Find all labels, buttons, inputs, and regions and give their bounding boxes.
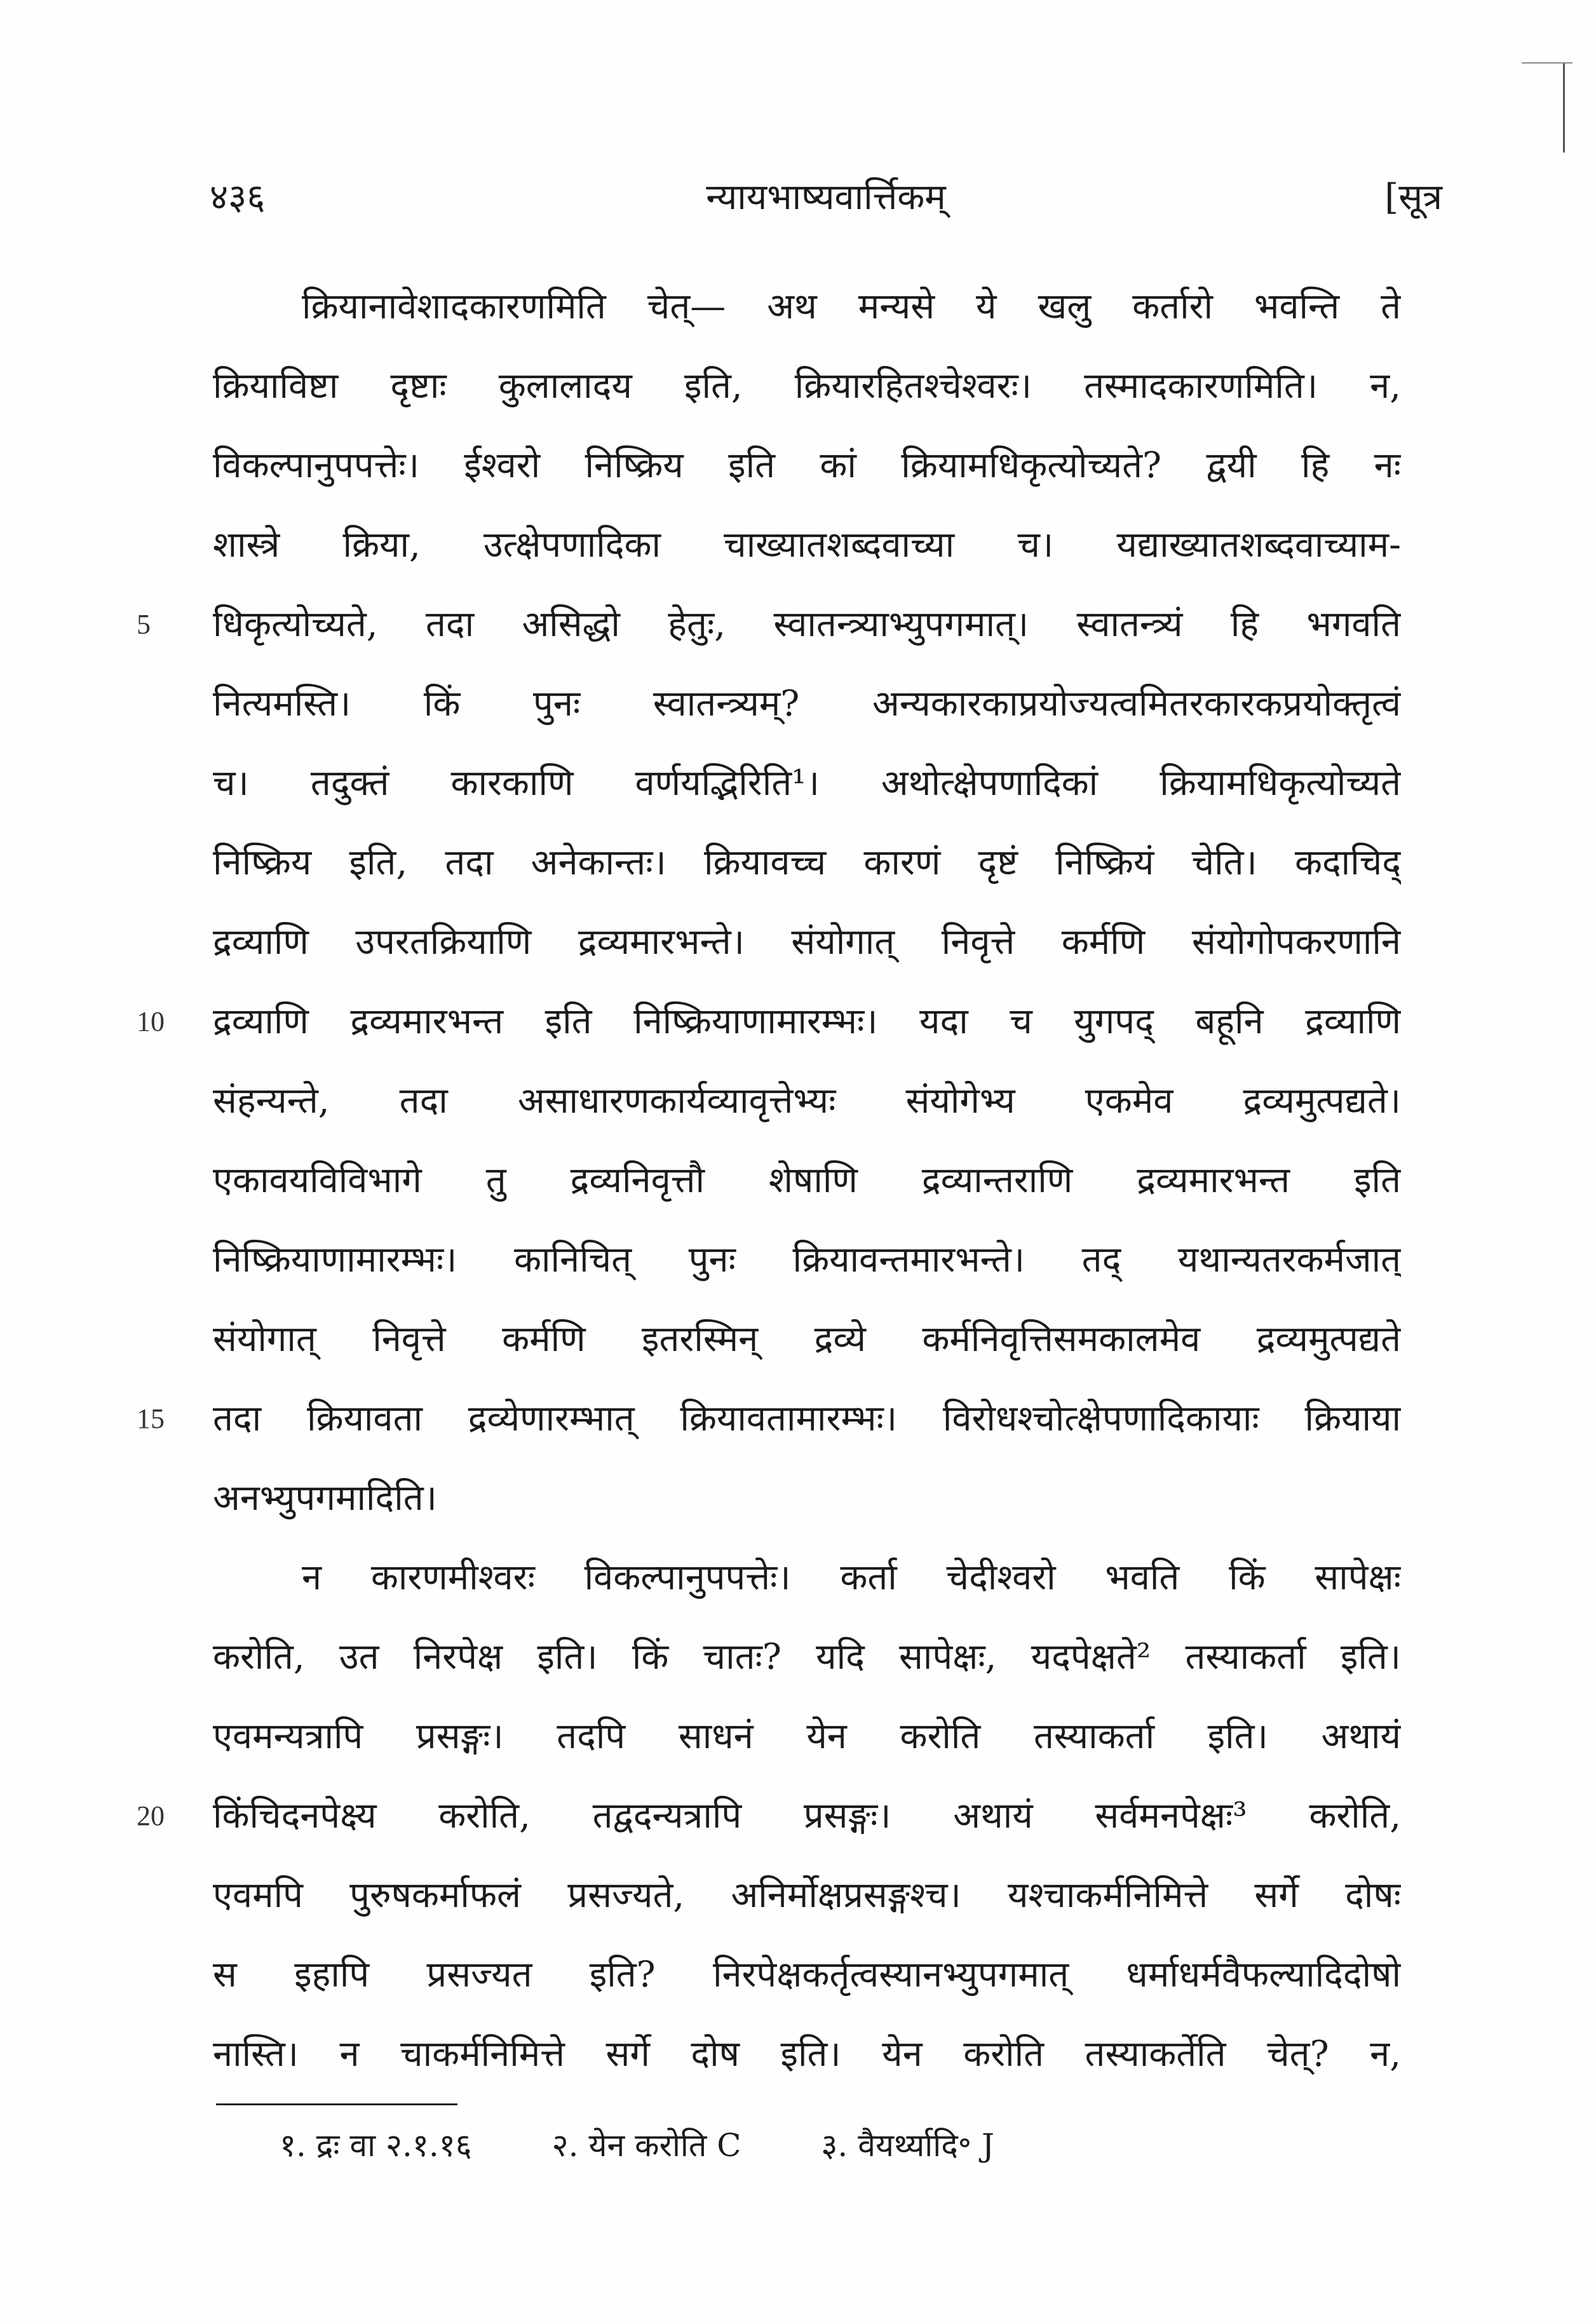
- margin-mark: [1522, 62, 1572, 64]
- text-line: 10 द्रव्याणि द्रव्यमारभन्त इति निष्क्रियाणामारम्भः। यदा च युगपद् बहूनि द्रव्याणि: [213, 982, 1401, 1061]
- line-number: 20: [137, 1800, 165, 1831]
- footnote-divider: [216, 2103, 457, 2105]
- footnotes: [280, 2122, 1064, 2166]
- line-number: 10: [137, 1006, 165, 1037]
- text-line: नास्ति। न चाकर्मनिमित्ते सर्गे दोष इति। येन करोति तस्याकर्तेति चेत्? न,: [213, 2033, 1401, 2075]
- page-header: [210, 172, 1442, 229]
- line-number: 5: [137, 609, 151, 640]
- text-line: 5 धिकृत्योच्यते, तदा असिद्धो हेतुः, स्वातन्त्र्याभ्युपगमात्। स्वातन्त्र्यं हि भगवति: [213, 585, 1401, 664]
- footnote-1: १. द्रः वा २.१.१६: [280, 2127, 472, 2164]
- text-line: एवमन्यत्रापि प्रसङ्गः। तदपि साधनं येन करोति तस्याकर्ता इति। अथायं: [213, 1716, 1401, 1757]
- text-line: निष्क्रियाणामारम्भः। कानिचित् पुनः क्रियावन्तमारभन्ते। तद् यथान्यतरकर्मजात्: [213, 1239, 1401, 1280]
- text-line: संयोगात् निवृत्ते कर्मणि इतरस्मिन् द्रव्ये कर्मनिवृत्तिसमकालमेव द्रव्यमुत्पद्यते: [213, 1319, 1401, 1360]
- page-number: ४३६: [210, 177, 266, 218]
- text-line: च। तदुक्तं कारकाणि वर्णयद्भिरिति¹। अथोत्क्षेपणादिकां क्रियामधिकृत्योच्यते: [213, 763, 1401, 804]
- text-line: अनभ्युपगमादिति।: [213, 1477, 437, 1519]
- text-line: एकावयविविभागे तु द्रव्यनिवृत्तौ शेषाणि द्रव्यान्तराणि द्रव्यमारभन्त इति: [213, 1160, 1401, 1201]
- text-line: क्रियानावेशादकारणमिति चेत्— अथ मन्यसे ये खलु कर्तारो भवन्ति ते: [302, 286, 1401, 327]
- text-line: करोति, उत निरपेक्ष इति। किं चातः? यदि सापेक्षः, यदपेक्षते² तस्याकर्ता इति।: [213, 1636, 1401, 1678]
- text-line: एवमपि पुरुषकर्माफलं प्रसज्यते, अनिर्मोक्षप्रसङ्गश्च। यश्चाकर्मनिमित्ते सर्गे दोषः: [213, 1875, 1401, 1916]
- text-line: संहन्यन्ते, तदा असाधारणकार्यव्यावृत्तेभ्यः संयोगेभ्य एकमेव द्रव्यमुत्पद्यते।: [213, 1080, 1401, 1122]
- text-line: 20 किंचिदनपेक्ष्य करोति, तद्वदन्यत्रापि प्रसङ्गः। अथायं सर्वमनपेक्षः³ करोति,: [213, 1776, 1401, 1856]
- main-text: [137, 267, 1401, 2094]
- footnote-2: २. येन करोति C: [551, 2127, 741, 2164]
- text-line: शास्त्रे क्रिया, उत्क्षेपणादिका चाख्यातशब्दवाच्या च। यद्याख्यातशब्दवाच्याम-: [213, 524, 1401, 566]
- text-line: 15 तदा क्रियावता द्रव्येणारम्भात् क्रियावतामारम्भः। विरोधश्चोत्क्षेपणादिकायाः क्रियाया: [213, 1379, 1401, 1458]
- text-line: क्रियाविष्टा दृष्टाः कुलालादय इति, क्रियारहितश्चेश्वरः। तस्मादकारणमिति। न,: [213, 365, 1401, 407]
- footnote-3: ३. वैयर्थ्यादि॰ J: [821, 2127, 994, 2164]
- text-line: विकल्पानुपपत्तेः। ईश्वरो निष्क्रिय इति कां क्रियामधिकृत्योच्यते? द्वयी हि नः: [213, 445, 1401, 486]
- text-line: निष्क्रिय इति, तदा अनेकान्तः। क्रियावच्च कारणं दृष्टं निष्क्रियं चेति। कदाचिद्: [213, 842, 1401, 883]
- margin-rule: [1563, 64, 1565, 153]
- text-line: द्रव्याणि उपरतक्रियाणि द्रव्यमारभन्ते। संयोगात् निवृत्ते कर्मणि संयोगोपकरणानि: [213, 921, 1401, 963]
- section-label: [सूत्र: [1384, 177, 1442, 218]
- line-number: 15: [137, 1403, 165, 1434]
- running-title: न्यायभाष्यवार्त्तिकम्: [706, 177, 946, 218]
- text-line: न कारणमीश्वरः विकल्पानुपपत्तेः। कर्ता चेदीश्वरो भवति किं सापेक्षः: [302, 1557, 1401, 1598]
- text-line: नित्यमस्ति। किं पुनः स्वातन्त्र्यम्? अन्यकारकाप्रयोज्यत्वमितरकारकप्रयोक्तृत्वं: [213, 683, 1401, 724]
- text-line: स इहापि प्रसज्यत इति? निरपेक्षकर्तृत्वस्यानभ्युपगमात् धर्माधर्मवैफल्यादिदोषो: [213, 1954, 1401, 1995]
